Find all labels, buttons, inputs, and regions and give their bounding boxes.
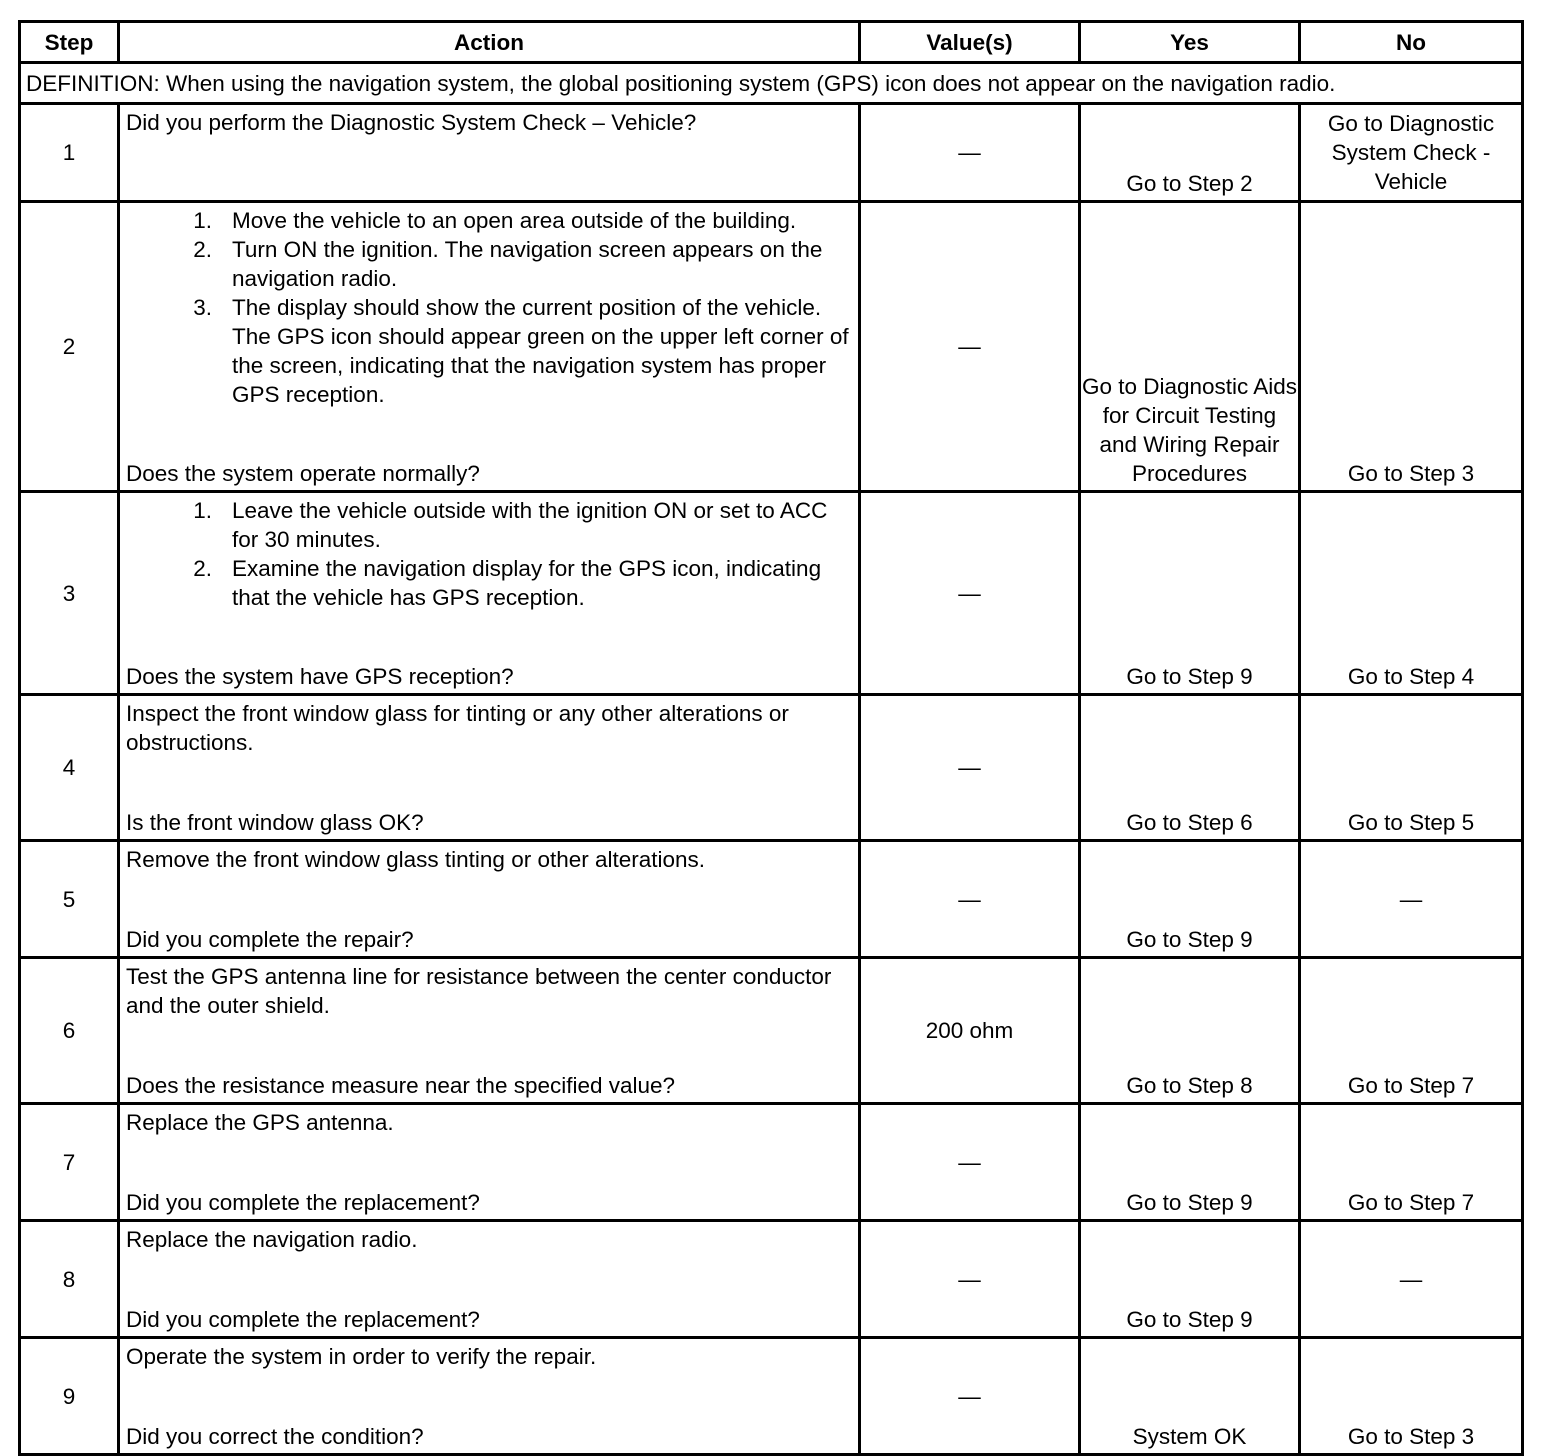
action-text: Did you perform the Diagnostic System Check – Vehicle? xyxy=(126,110,697,135)
no-cell: Go to Step 3 xyxy=(1300,202,1523,492)
no-cell: — xyxy=(1300,1221,1523,1338)
table-row xyxy=(20,695,1523,841)
yes-cell: Go to Diagnostic Aids for Circuit Testing and Wiring Repair Procedures xyxy=(1080,202,1300,492)
diagnostic-table-container xyxy=(18,20,1524,1456)
header-yes: Yes xyxy=(1080,22,1300,63)
no-cell: Go to Step 4 xyxy=(1300,492,1523,695)
action-cell xyxy=(119,695,860,841)
action-cell xyxy=(119,958,860,1104)
action-cell xyxy=(119,202,860,492)
yes-cell: System OK xyxy=(1080,1338,1300,1455)
list-item: 3. The display should show the current position of the vehicle. The GPS icon should appear green on the upper left corner of the screen, indicating that the navigation system has proper GPS reception. xyxy=(193,295,849,407)
action-text: Operate the system in order to verify the repair. xyxy=(126,1344,597,1369)
no-cell: Go to Step 3 xyxy=(1300,1338,1523,1455)
table-row xyxy=(20,958,1523,1104)
header-step: Step xyxy=(20,22,119,63)
yes-cell: Go to Step 6 xyxy=(1080,695,1300,841)
value-cell: — xyxy=(860,104,1080,202)
action-question: Did you correct the condition? xyxy=(126,1424,424,1449)
no-cell: Go to Step 7 xyxy=(1300,1104,1523,1221)
action-question: Did you complete the replacement? xyxy=(126,1190,480,1215)
action-question: Does the system operate normally? xyxy=(126,461,480,486)
diagnostic-table xyxy=(18,20,1524,1456)
step-number: 4 xyxy=(20,695,119,841)
no-cell: Go to Step 7 xyxy=(1300,958,1523,1104)
yes-cell: Go to Step 9 xyxy=(1080,1104,1300,1221)
table-row xyxy=(20,1221,1523,1338)
header-values: Value(s) xyxy=(860,22,1080,63)
yes-cell: Go to Step 8 xyxy=(1080,958,1300,1104)
step-number: 9 xyxy=(20,1338,119,1455)
list-item: 1. Move the vehicle to an open area outside of the building. xyxy=(193,208,797,233)
value-cell: — xyxy=(860,1221,1080,1338)
step-number: 5 xyxy=(20,841,119,958)
value-cell: 200 ohm xyxy=(860,958,1080,1104)
definition-row xyxy=(20,63,1523,104)
step-number: 1 xyxy=(20,104,119,202)
action-cell xyxy=(119,104,860,202)
table-row xyxy=(20,202,1523,492)
yes-cell: Go to Step 2 xyxy=(1080,104,1300,202)
action-steps-list xyxy=(126,206,854,409)
table-row xyxy=(20,492,1523,695)
yes-cell: Go to Step 9 xyxy=(1080,841,1300,958)
step-number: 7 xyxy=(20,1104,119,1221)
header-action: Action xyxy=(119,22,860,63)
value-cell: — xyxy=(860,202,1080,492)
action-question: Did you complete the repair? xyxy=(126,927,414,952)
action-steps-list xyxy=(126,496,854,612)
action-text: Replace the GPS antenna. xyxy=(126,1110,394,1135)
action-question: Does the system have GPS reception? xyxy=(126,664,514,689)
action-question: Is the front window glass OK? xyxy=(126,810,424,835)
action-cell xyxy=(119,1104,860,1221)
no-cell: Go to Step 5 xyxy=(1300,695,1523,841)
yes-cell: Go to Step 9 xyxy=(1080,1221,1300,1338)
step-number: 3 xyxy=(20,492,119,695)
action-question: Did you complete the replacement? xyxy=(126,1307,480,1332)
action-cell xyxy=(119,492,860,695)
step-number: 8 xyxy=(20,1221,119,1338)
table-row xyxy=(20,104,1523,202)
value-cell: — xyxy=(860,695,1080,841)
step-number: 2 xyxy=(20,202,119,492)
table-row xyxy=(20,1338,1523,1455)
action-question: Does the resistance measure near the specified value? xyxy=(126,1073,676,1098)
step-number: 6 xyxy=(20,958,119,1104)
yes-cell: Go to Step 9 xyxy=(1080,492,1300,695)
no-cell: Go to Diagnostic System Check - Vehicle xyxy=(1300,104,1523,202)
value-cell: — xyxy=(860,492,1080,695)
action-cell xyxy=(119,1338,860,1455)
value-cell: — xyxy=(860,841,1080,958)
value-cell: — xyxy=(860,1338,1080,1455)
no-cell: — xyxy=(1300,841,1523,958)
action-text: Replace the navigation radio. xyxy=(126,1227,418,1252)
list-item: 2. Examine the navigation display for the GPS icon, indicating that the vehicle has GPS reception. xyxy=(193,556,822,610)
header-no: No xyxy=(1300,22,1523,63)
action-text: Test the GPS antenna line for resistance between the center conductor and the outer shield. xyxy=(126,964,832,1018)
definition-text: DEFINITION: When using the navigation system, the global positioning system (GPS) icon does not appear on the navigation radio. xyxy=(20,63,1523,104)
action-text: Inspect the front window glass for tinting or any other alterations or obstructions. xyxy=(126,701,789,755)
action-cell xyxy=(119,841,860,958)
table-row xyxy=(20,1104,1523,1221)
header-row xyxy=(20,22,1523,63)
value-cell: — xyxy=(860,1104,1080,1221)
action-text: Remove the front window glass tinting or other alterations. xyxy=(126,847,706,872)
list-item: 2. Turn ON the ignition. The navigation screen appears on the navigation radio. xyxy=(193,237,823,291)
list-item: 1. Leave the vehicle outside with the ignition ON or set to ACC for 30 minutes. xyxy=(193,498,828,552)
table-row xyxy=(20,841,1523,958)
action-cell xyxy=(119,1221,860,1338)
